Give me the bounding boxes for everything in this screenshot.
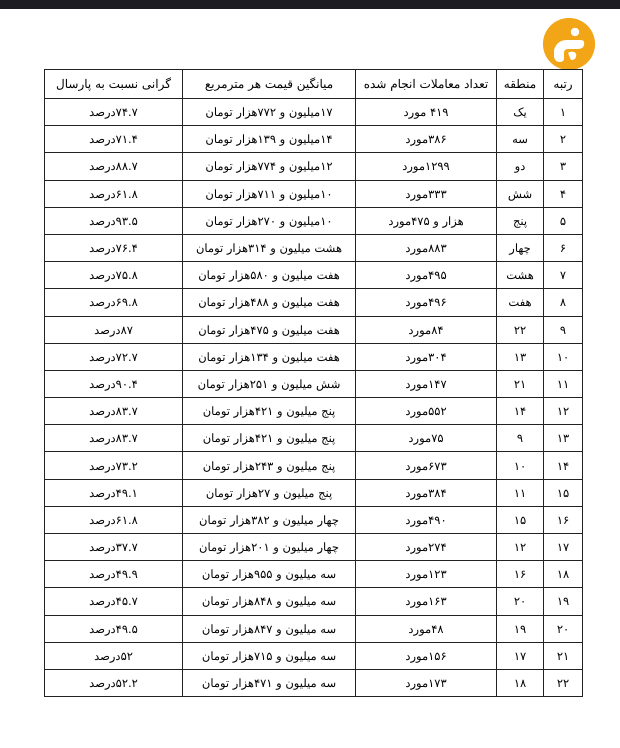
table-row (45, 234, 583, 261)
cell-rank: ۱۸ (544, 561, 583, 588)
cell-annual-growth: ۶۱.۸درصد (45, 506, 183, 533)
cell-transaction-count: ۱۷۳مورد (356, 669, 497, 696)
cell-region: ۱۸ (497, 669, 544, 696)
table-row (45, 153, 583, 180)
cell-avg-price: پنج میلیون و ۲۴۳هزار تومان (183, 452, 356, 479)
cell-avg-price: هفت میلیون و ۵۸۰هزار تومان (183, 262, 356, 289)
cell-transaction-count: ۲۷۴مورد (356, 534, 497, 561)
faradeed-logo (543, 18, 595, 70)
cell-region: ۱۰ (497, 452, 544, 479)
cell-avg-price: ۱۲میلیون و ۷۷۴هزار تومان (183, 153, 356, 180)
cell-region: ۱۱ (497, 479, 544, 506)
cell-transaction-count: ۳۸۴مورد (356, 479, 497, 506)
table-row (45, 316, 583, 343)
header-avg-price-per-sqm: میانگین قیمت هر مترمربع (183, 70, 356, 99)
header-rank: رتبه (544, 70, 583, 99)
cell-annual-growth: ۷۵.۸درصد (45, 262, 183, 289)
cell-region: ۱۵ (497, 506, 544, 533)
cell-region: ۱۷ (497, 642, 544, 669)
cell-transaction-count: ۳۰۴مورد (356, 343, 497, 370)
cell-region: چهار (497, 234, 544, 261)
cell-annual-growth: ۷۶.۴درصد (45, 234, 183, 261)
cell-annual-growth: ۷۴.۷درصد (45, 99, 183, 126)
table-row (45, 588, 583, 615)
cell-annual-growth: ۳۷.۷درصد (45, 534, 183, 561)
cell-annual-growth: ۸۳.۷درصد (45, 425, 183, 452)
cell-avg-price: هفت میلیون و ۴۷۵هزار تومان (183, 316, 356, 343)
cell-rank: ۱۱ (544, 370, 583, 397)
cell-region: ۲۲ (497, 316, 544, 343)
table-row (45, 289, 583, 316)
cell-transaction-count: ۷۵مورد (356, 425, 497, 452)
table-row (45, 207, 583, 234)
cell-transaction-count: ۱۵۶مورد (356, 642, 497, 669)
table-row (45, 425, 583, 452)
cell-avg-price: سه میلیون و ۹۵۵هزار تومان (183, 561, 356, 588)
table-row (45, 262, 583, 289)
cell-rank: ۴ (544, 180, 583, 207)
cell-avg-price: شش میلیون و ۲۵۱هزار تومان (183, 370, 356, 397)
table-row (45, 99, 583, 126)
table-header-row (45, 70, 583, 99)
cell-rank: ۱ (544, 99, 583, 126)
cell-transaction-count: هزار و ۴۷۵مورد (356, 207, 497, 234)
cell-region: ۲۱ (497, 370, 544, 397)
cell-avg-price: هشت میلیون و ۳۱۴هزار تومان (183, 234, 356, 261)
cell-annual-growth: ۸۳.۷درصد (45, 398, 183, 425)
cell-annual-growth: ۸۷درصد (45, 316, 183, 343)
cell-rank: ۱۹ (544, 588, 583, 615)
cell-annual-growth: ۶۹.۸درصد (45, 289, 183, 316)
cell-rank: ۱۴ (544, 452, 583, 479)
header-region: منطقه (497, 70, 544, 99)
cell-annual-growth: ۴۹.۱درصد (45, 479, 183, 506)
cell-rank: ۲۱ (544, 642, 583, 669)
cell-rank: ۷ (544, 262, 583, 289)
cell-avg-price: چهار میلیون و ۲۰۱هزار تومان (183, 534, 356, 561)
cell-region: ۹ (497, 425, 544, 452)
cell-annual-growth: ۷۳.۲درصد (45, 452, 183, 479)
cell-rank: ۸ (544, 289, 583, 316)
cell-region: ۱۹ (497, 615, 544, 642)
cell-annual-growth: ۹۳.۵درصد (45, 207, 183, 234)
table-row (45, 452, 583, 479)
cell-rank: ۱۰ (544, 343, 583, 370)
cell-avg-price: ۱۴میلیون و ۱۳۹هزار تومان (183, 126, 356, 153)
cell-transaction-count: ۴۸مورد (356, 615, 497, 642)
cell-rank: ۱۵ (544, 479, 583, 506)
cell-avg-price: سه میلیون و ۴۷۱هزار تومان (183, 669, 356, 696)
cell-rank: ۱۳ (544, 425, 583, 452)
cell-region: هشت (497, 262, 544, 289)
cell-region: سه (497, 126, 544, 153)
top-bar (0, 0, 620, 9)
table-row (45, 506, 583, 533)
cell-avg-price: پنج میلیون و ۴۲۱هزار تومان (183, 425, 356, 452)
cell-rank: ۶ (544, 234, 583, 261)
cell-annual-growth: ۵۲.۲درصد (45, 669, 183, 696)
cell-avg-price: ۱۰میلیون و ۷۱۱هزار تومان (183, 180, 356, 207)
cell-region: پنج (497, 207, 544, 234)
cell-annual-growth: ۴۵.۷درصد (45, 588, 183, 615)
table-body (45, 99, 583, 697)
cell-rank: ۲۲ (544, 669, 583, 696)
table-row (45, 343, 583, 370)
cell-annual-growth: ۷۱.۴درصد (45, 126, 183, 153)
cell-rank: ۵ (544, 207, 583, 234)
cell-rank: ۱۲ (544, 398, 583, 425)
cell-region: ۱۶ (497, 561, 544, 588)
cell-annual-growth: ۶۱.۸درصد (45, 180, 183, 207)
table-row (45, 642, 583, 669)
cell-region: یک (497, 99, 544, 126)
cell-avg-price: ۱۰میلیون و ۲۷۰هزار تومان (183, 207, 356, 234)
cell-transaction-count: ۴۹۶مورد (356, 289, 497, 316)
cell-transaction-count: ۱۴۷مورد (356, 370, 497, 397)
cell-transaction-count: ۱۶۳مورد (356, 588, 497, 615)
cell-rank: ۱۷ (544, 534, 583, 561)
header-transaction-count: تعداد معاملات انجام شده (356, 70, 497, 99)
cell-avg-price: سه میلیون و ۸۴۸هزار تومان (183, 588, 356, 615)
cell-transaction-count: ۳۳۳مورد (356, 180, 497, 207)
cell-rank: ۲۰ (544, 615, 583, 642)
cell-avg-price: هفت میلیون و ۱۳۴هزار تومان (183, 343, 356, 370)
cell-transaction-count: ۳۸۶مورد (356, 126, 497, 153)
cell-annual-growth: ۷۲.۷درصد (45, 343, 183, 370)
cell-annual-growth: ۴۹.۹درصد (45, 561, 183, 588)
cell-avg-price: چهار میلیون و ۳۸۲هزار تومان (183, 506, 356, 533)
cell-region: ۱۲ (497, 534, 544, 561)
cell-transaction-count: ۸۴مورد (356, 316, 497, 343)
cell-transaction-count: ۴۱۹ مورد (356, 99, 497, 126)
cell-region: ۱۴ (497, 398, 544, 425)
header-annual-growth: گرانی نسبت به پارسال (45, 70, 183, 99)
table-row (45, 615, 583, 642)
cell-region: دو (497, 153, 544, 180)
cell-avg-price: سه میلیون و ۷۱۵هزار تومان (183, 642, 356, 669)
cell-region: ۱۳ (497, 343, 544, 370)
table-row (45, 669, 583, 696)
cell-transaction-count: ۸۸۳مورد (356, 234, 497, 261)
cell-avg-price: پنج میلیون و ۴۲۱هزار تومان (183, 398, 356, 425)
cell-transaction-count: ۴۹۵مورد (356, 262, 497, 289)
price-table (44, 69, 583, 697)
table-row (45, 370, 583, 397)
cell-annual-growth: ۵۲درصد (45, 642, 183, 669)
cell-annual-growth: ۹۰.۴درصد (45, 370, 183, 397)
table-row (45, 561, 583, 588)
cell-region: شش (497, 180, 544, 207)
cell-avg-price: سه میلیون و ۸۴۷هزار تومان (183, 615, 356, 642)
cell-transaction-count: ۴۹۰مورد (356, 506, 497, 533)
cell-transaction-count: ۱۲۹۹مورد (356, 153, 497, 180)
cell-region: ۲۰ (497, 588, 544, 615)
table-row (45, 534, 583, 561)
cell-avg-price: هفت میلیون و ۴۸۸هزار تومان (183, 289, 356, 316)
cell-rank: ۳ (544, 153, 583, 180)
cell-rank: ۱۶ (544, 506, 583, 533)
cell-transaction-count: ۶۷۳مورد (356, 452, 497, 479)
cell-transaction-count: ۵۵۲مورد (356, 398, 497, 425)
faradeed-logo-mark (543, 18, 595, 70)
cell-avg-price: ۱۷میلیون و ۷۷۲هزار تومان (183, 99, 356, 126)
table-row (45, 479, 583, 506)
cell-rank: ۲ (544, 126, 583, 153)
table-row (45, 398, 583, 425)
cell-annual-growth: ۸۸.۷درصد (45, 153, 183, 180)
table-row (45, 180, 583, 207)
cell-region: هفت (497, 289, 544, 316)
cell-rank: ۹ (544, 316, 583, 343)
cell-annual-growth: ۴۹.۵درصد (45, 615, 183, 642)
table-row (45, 126, 583, 153)
cell-transaction-count: ۱۲۳مورد (356, 561, 497, 588)
cell-avg-price: پنج میلیون و ۲۷هزار تومان (183, 479, 356, 506)
